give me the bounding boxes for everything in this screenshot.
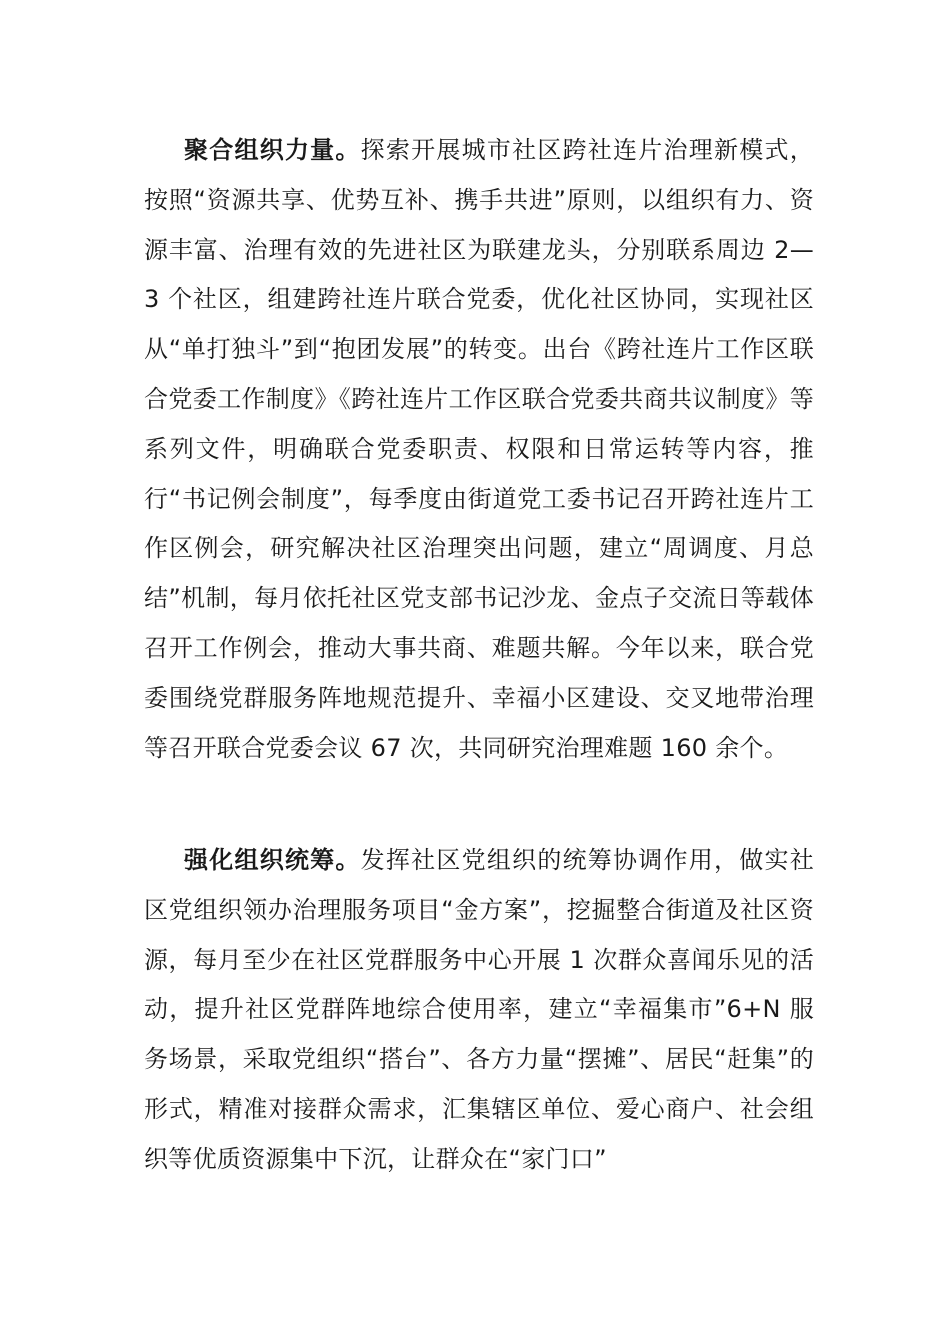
paragraph-body-text: 发挥社区党组织的统筹协调作用，做实社区党组织领办治理服务项目“金方案”，挖掘整合街道及社区资源，每月至少在社区党群服务中心开展 1 次群众喜闻乐见的活动，提升社区党群阵地综合使用率，建立“幸福集市”6+N 服务场景，采取党组织“搭台”、各方力量“摆摊”、居民“赶集”的形式，精准对接群众需求，汇集辖区单位、爱心商户、社会组织等优质资源集中下沉，让群众在“家门口” [144,846,814,1173]
paragraph-body-text: 探索开展城市社区跨社连片治理新模式，按照“资源共享、优势互补、携手共进”原则，以组织有力、资源丰富、治理有效的先进社区为联建龙头，分别联系周边 2—3 个社区，组建跨社连片联合党委，优化社区协同，实现社区从“单打独斗”到“抱团发展”的转变。出台《跨社连片工作区联合党委工作制度》《跨社连片工作区联合党委共商共议制度》等系列文件，明确联合党委职责、权限和日常运转等内容，推行“书记例会制度”，每季度由街道党工委书记召开跨社连片工作区例会，研究解决社区治理突出问题，建立“周调度、月总结”机制，每月依托社区党支部书记沙龙、金点子交流日等载体召开工作例会，推动大事共商、难题共解。今年以来，联合党委围绕党群服务阵地规范提升、幸福小区建设、交叉地带治理等召开联合党委会议 67 次，共同研究治理难题 160 余个。 [144,136,814,762]
paragraph-lead-heading: 聚合组织力量。 [184,136,361,164]
paragraph-aggregate-organizational-strength [144,126,814,773]
paragraph-strengthen-organizational-coordination [144,836,814,1185]
paragraph-lead-heading: 强化组织统筹。 [184,846,361,874]
